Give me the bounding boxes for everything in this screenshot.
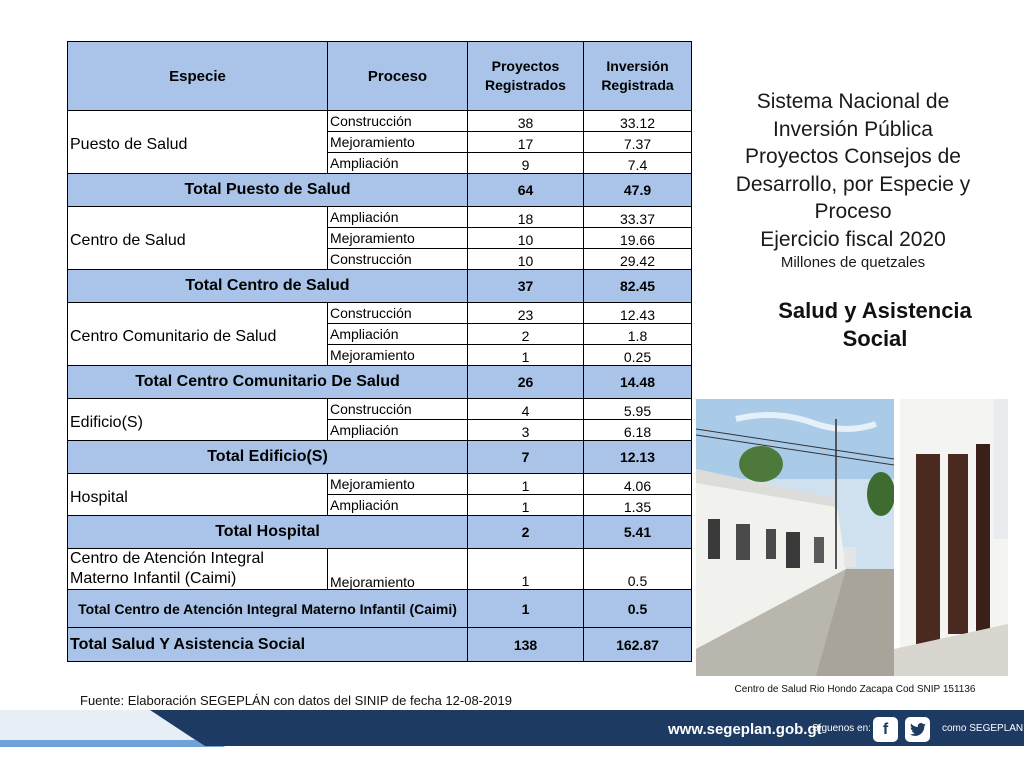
proceso-cell: Ampliación <box>328 153 468 174</box>
follow-text: Síguenos en: <box>812 723 871 734</box>
header-proyectos: Proyectos Registrados <box>468 42 584 111</box>
side-title <box>718 88 988 273</box>
inversion-cell: 4.06 <box>584 474 692 495</box>
grand-total-inversion: 162.87 <box>584 628 692 662</box>
proceso-cell: Ampliación <box>328 207 468 228</box>
total-label: Total Centro de Salud <box>68 270 468 303</box>
proceso-cell: Mejoramiento <box>328 132 468 153</box>
table-row <box>68 303 692 324</box>
proyectos-cell: 1 <box>468 495 584 516</box>
grand-total-row <box>68 628 692 662</box>
total-row <box>68 590 692 628</box>
proyectos-cell: 2 <box>468 324 584 345</box>
proceso-cell: Ampliación <box>328 420 468 441</box>
table-row <box>68 549 692 590</box>
total-inversion: 0.5 <box>584 590 692 628</box>
especie-cell: Hospital <box>68 474 328 516</box>
title-line: Sistema Nacional de <box>756 90 950 113</box>
footer-banner <box>0 710 1024 768</box>
especie-cell: Centro Comunitario de Salud <box>68 303 328 366</box>
total-row <box>68 441 692 474</box>
title-line: Ejercicio fiscal 2020 <box>760 227 946 251</box>
total-label: Total Edificio(S) <box>68 441 468 474</box>
proceso-cell: Mejoramiento <box>328 228 468 249</box>
especie-cell: Centro de Salud <box>68 207 328 270</box>
table-row <box>68 207 692 228</box>
proyectos-cell: 3 <box>468 420 584 441</box>
title-line: Desarrollo, por Especie y <box>735 172 971 196</box>
proyectos-cell: 9 <box>468 153 584 174</box>
table-row <box>68 111 692 132</box>
inversion-cell: 19.66 <box>584 228 692 249</box>
proceso-cell: Construcción <box>328 399 468 420</box>
proyectos-cell: 10 <box>468 228 584 249</box>
proceso-cell: Mejoramiento <box>328 474 468 495</box>
proyectos-cell: 1 <box>468 474 584 495</box>
inversion-cell: 12.43 <box>584 303 692 324</box>
proceso-cell: Construcción <box>328 249 468 270</box>
proyectos-cell: 10 <box>468 249 584 270</box>
projects-table <box>67 41 692 662</box>
proceso-cell: Ampliación <box>328 495 468 516</box>
subject-heading: Salud y Asistencia Social <box>778 298 972 351</box>
header-proceso: Proceso <box>328 42 468 111</box>
inversion-cell: 0.25 <box>584 345 692 366</box>
total-inversion: 14.48 <box>584 366 692 399</box>
total-label: Total Centro de Atención Integral Materno Infantil (Caimi) <box>68 590 468 628</box>
total-label: Total Centro Comunitario De Salud <box>68 366 468 399</box>
inversion-cell: 29.42 <box>584 249 692 270</box>
facebook-icon[interactable]: f <box>873 717 898 742</box>
proyectos-cell: 1 <box>468 345 584 366</box>
website-link[interactable]: www.segeplan.gob.gt <box>668 721 822 738</box>
total-inversion: 5.41 <box>584 516 692 549</box>
inversion-cell: 7.37 <box>584 132 692 153</box>
title-line: Proceso <box>814 200 892 223</box>
proyectos-cell: 17 <box>468 132 584 153</box>
total-label: Total Puesto de Salud <box>68 174 468 207</box>
header-inversion: Inversión Registrada <box>584 42 692 111</box>
title-line: Proyectos Consejos de <box>745 145 961 168</box>
health-center-photo <box>696 399 1008 676</box>
grand-total-proyectos: 138 <box>468 628 584 662</box>
table-row <box>68 399 692 420</box>
total-proyectos: 37 <box>468 270 584 303</box>
total-proyectos: 64 <box>468 174 584 207</box>
twitter-icon[interactable] <box>905 717 930 742</box>
title-line: Inversión Pública <box>773 117 933 141</box>
header-row <box>68 42 692 111</box>
proyectos-cell: 23 <box>468 303 584 324</box>
inversion-cell: 1.8 <box>584 324 692 345</box>
inversion-cell: 33.12 <box>584 111 692 132</box>
total-row <box>68 270 692 303</box>
total-row <box>68 516 692 549</box>
inversion-cell: 0.5 <box>584 549 692 590</box>
total-proyectos: 26 <box>468 366 584 399</box>
total-label: Total Hospital <box>68 516 468 549</box>
total-inversion: 12.13 <box>584 441 692 474</box>
total-proyectos: 7 <box>468 441 584 474</box>
unit-label: Millones de quetzales <box>780 254 926 271</box>
total-row <box>68 366 692 399</box>
proceso-cell: Construcción <box>328 303 468 324</box>
proyectos-cell: 1 <box>468 549 584 590</box>
inversion-cell: 1.35 <box>584 495 692 516</box>
proceso-cell: Ampliación <box>328 324 468 345</box>
especie-cell: Edificio(S) <box>68 399 328 441</box>
proyectos-cell: 4 <box>468 399 584 420</box>
proceso-cell: Mejoramiento <box>328 549 468 590</box>
source-note: Fuente: Elaboración SEGEPLÁN con datos del SINIP de fecha 12-08-2019 <box>80 693 512 708</box>
proceso-cell: Construcción <box>328 111 468 132</box>
projects-table-container <box>67 41 692 662</box>
total-row <box>68 174 692 207</box>
especie-cell: Puesto de Salud <box>68 111 328 174</box>
especie-cell: Centro de Atención Integral Materno Infantil (Caimi) <box>68 549 328 590</box>
total-inversion: 47.9 <box>584 174 692 207</box>
photo-caption: Centro de Salud Rio Hondo Zacapa Cod SNIP 151136 <box>734 684 976 695</box>
header-especie: Especie <box>68 42 328 111</box>
proceso-cell: Mejoramiento <box>328 345 468 366</box>
total-proyectos: 1 <box>468 590 584 628</box>
handle-text: como SEGEPLAN <box>942 723 1024 734</box>
inversion-cell: 5.95 <box>584 399 692 420</box>
total-inversion: 82.45 <box>584 270 692 303</box>
inversion-cell: 7.4 <box>584 153 692 174</box>
inversion-cell: 6.18 <box>584 420 692 441</box>
table-row <box>68 474 692 495</box>
proyectos-cell: 18 <box>468 207 584 228</box>
total-proyectos: 2 <box>468 516 584 549</box>
inversion-cell: 33.37 <box>584 207 692 228</box>
proyectos-cell: 38 <box>468 111 584 132</box>
grand-total-label: Total Salud Y Asistencia Social <box>68 628 468 662</box>
